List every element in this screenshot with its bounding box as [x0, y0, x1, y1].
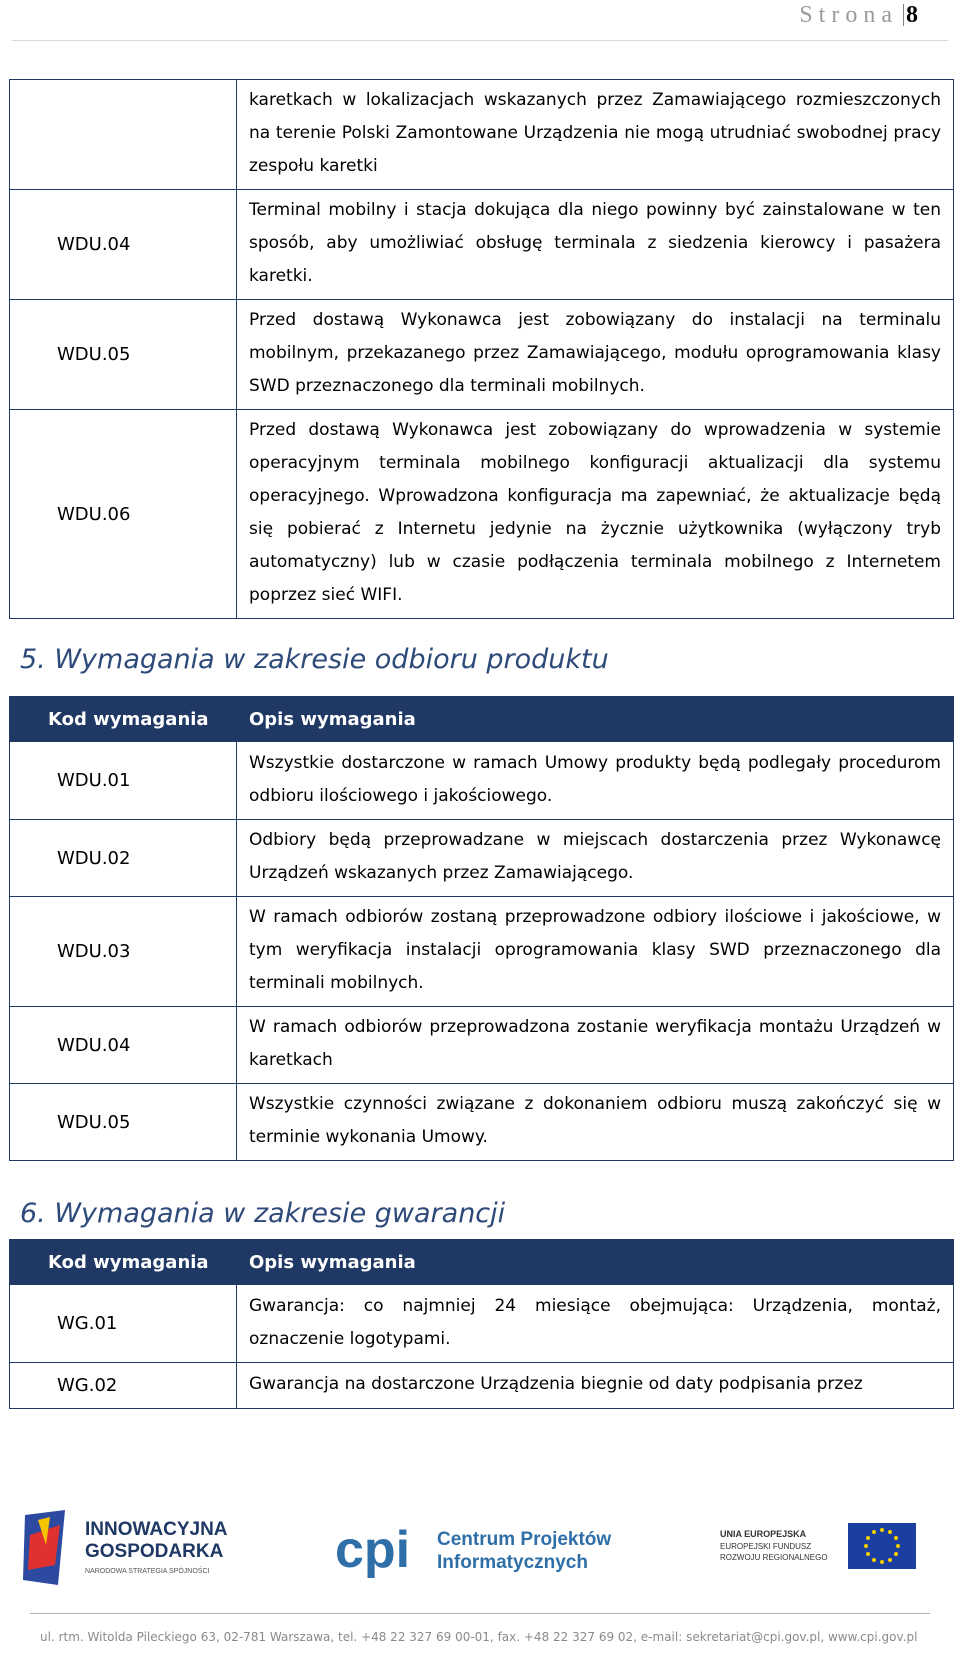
footer-logos: [0, 1505, 960, 1605]
requirement-description: W ramach odbiorów przeprowadzona zostanie weryfikacja montażu Urządzeń w karetkach: [237, 1007, 954, 1084]
requirement-code: WDU.04: [10, 1007, 237, 1084]
column-header-description: Opis wymagania: [237, 697, 954, 742]
requirement-code: WDU.04: [10, 190, 237, 300]
requirement-code: WDU.06: [10, 410, 237, 619]
requirement-description: W ramach odbiorów zostaną przeprowadzone odbiory ilościowe i jakościowe, w tym weryfikacja instalacji oprogramowania klasy SWD przeznaczonego dla terminali mobilnych.: [237, 897, 954, 1007]
page-label: Strona: [799, 2, 898, 28]
requirement-description: karetkach w lokalizacjach wskazanych przez Zamawiającego rozmieszczonych na terenie Polski Zamontowane Urządzenia nie mogą utrudniać swobodnej pracy zespołu karetki: [237, 80, 954, 190]
requirements-table-section-5: [9, 696, 954, 1161]
table-row: [10, 410, 954, 619]
requirement-code: [10, 80, 237, 190]
table-row: [10, 1007, 954, 1084]
svg-text:Centrum Projektów: Centrum Projektów: [437, 1529, 612, 1550]
requirement-code: WDU.01: [10, 742, 237, 820]
svg-text:EUROPEJSKI FUNDUSZ: EUROPEJSKI FUNDUSZ: [720, 1542, 812, 1551]
requirement-description: Przed dostawą Wykonawca jest zobowiązany do wprowadzenia w systemie operacyjnym terminala mobilnego konfiguracji aktualizacji dla systemu operacyjnego. Wprowadzona konfiguracja ma zapewniać, że aktualizacje będą się pobierać z Internetu jedynie na życznie użytkownika (wyłączony tryb automatyczny) lub w czasie podłączenia terminala mobilnego z Internetem poprzez sieć WIFI.: [237, 410, 954, 619]
requirement-code: WG.01: [10, 1285, 237, 1363]
svg-text:cpi: cpi: [335, 1521, 411, 1579]
page-header: [0, 0, 960, 40]
requirement-code: WG.02: [10, 1363, 237, 1409]
svg-text:GOSPODARKA: GOSPODARKA: [85, 1541, 224, 1562]
requirement-description: Gwarancja: co najmniej 24 miesiące obejmująca: Urządzenia, montaż, oznaczenie logotypami.: [237, 1285, 954, 1363]
section-title-6: 6. Wymagania w zakresie gwarancji: [20, 1198, 506, 1229]
table-row: [10, 1084, 954, 1161]
footer-address: ul. rtm. Witolda Pileckiego 63, 02-781 Warszawa, tel. +48 22 327 69 00-01, fax. +48 22 327 69 02, e-mail: sekretariat@cpi.gov.pl, www.cpi.gov.pl: [40, 1630, 918, 1644]
svg-text:UNIA EUROPEJSKA: UNIA EUROPEJSKA: [720, 1529, 807, 1539]
innowacyjna-gospodarka-logo: [20, 1505, 240, 1590]
table-row: [10, 897, 954, 1007]
section-title-5: 5. Wymagania w zakresie odbioru produktu: [20, 644, 609, 675]
table-row: [10, 300, 954, 410]
requirement-code: WDU.05: [10, 1084, 237, 1161]
svg-text:Informatycznych: Informatycznych: [437, 1552, 588, 1573]
requirement-description: Przed dostawą Wykonawca jest zobowiązany do instalacji na terminalu mobilnym, przekazanego przez Zamawiającego, modułu oprogramowania klasy SWD przeznaczonego dla terminali mobilnych.: [237, 300, 954, 410]
requirements-table-continued: [9, 79, 954, 619]
requirement-description: Terminal mobilny i stacja dokująca dla niego powinny być zainstalowane w ten sposób, aby umożliwiać obsługę terminala z siedzenia kierowcy i pasażera karetki.: [237, 190, 954, 300]
table-row: [10, 820, 954, 897]
table-row: [10, 742, 954, 820]
svg-text:ROZWOJU REGIONALNEGO: ROZWOJU REGIONALNEGO: [720, 1553, 828, 1562]
requirement-description: Wszystkie czynności związane z dokonaniem odbioru muszą zakończyć się w terminie wykonania Umowy.: [237, 1084, 954, 1161]
column-header-code: Kod wymagania: [10, 1240, 237, 1285]
column-header-description: Opis wymagania: [237, 1240, 954, 1285]
svg-text:INNOWACYJNA: INNOWACYJNA: [85, 1519, 228, 1540]
requirement-description: Gwarancja na dostarczone Urządzenia biegnie od daty podpisania przez: [237, 1363, 954, 1409]
requirements-table-section-6: [9, 1239, 954, 1409]
table-row: [10, 1363, 954, 1409]
requirement-code: WDU.02: [10, 820, 237, 897]
svg-text:NARODOWA STRATEGIA SPÓJNOŚCI: NARODOWA STRATEGIA SPÓJNOŚCI: [85, 1568, 210, 1575]
page-number: 8: [906, 2, 918, 28]
table-header-row: [10, 1240, 954, 1285]
footer-rule: [30, 1613, 930, 1614]
header-rule: [12, 40, 948, 41]
eu-logo: [720, 1515, 930, 1585]
table-row: [10, 80, 954, 190]
requirement-code: WDU.05: [10, 300, 237, 410]
header-separator: [903, 4, 904, 26]
requirement-description: Odbiory będą przeprowadzane w miejscach dostarczenia przez Wykonawcę Urządzeń wskazanych przez Zamawiającego.: [237, 820, 954, 897]
column-header-code: Kod wymagania: [10, 697, 237, 742]
table-row: [10, 190, 954, 300]
requirement-description: Wszystkie dostarczone w ramach Umowy produkty będą podlegały procedurom odbioru ilościowego i jakościowego.: [237, 742, 954, 820]
cpi-logo: [335, 1515, 635, 1585]
requirement-code: WDU.03: [10, 897, 237, 1007]
table-row: [10, 1285, 954, 1363]
table-header-row: [10, 697, 954, 742]
